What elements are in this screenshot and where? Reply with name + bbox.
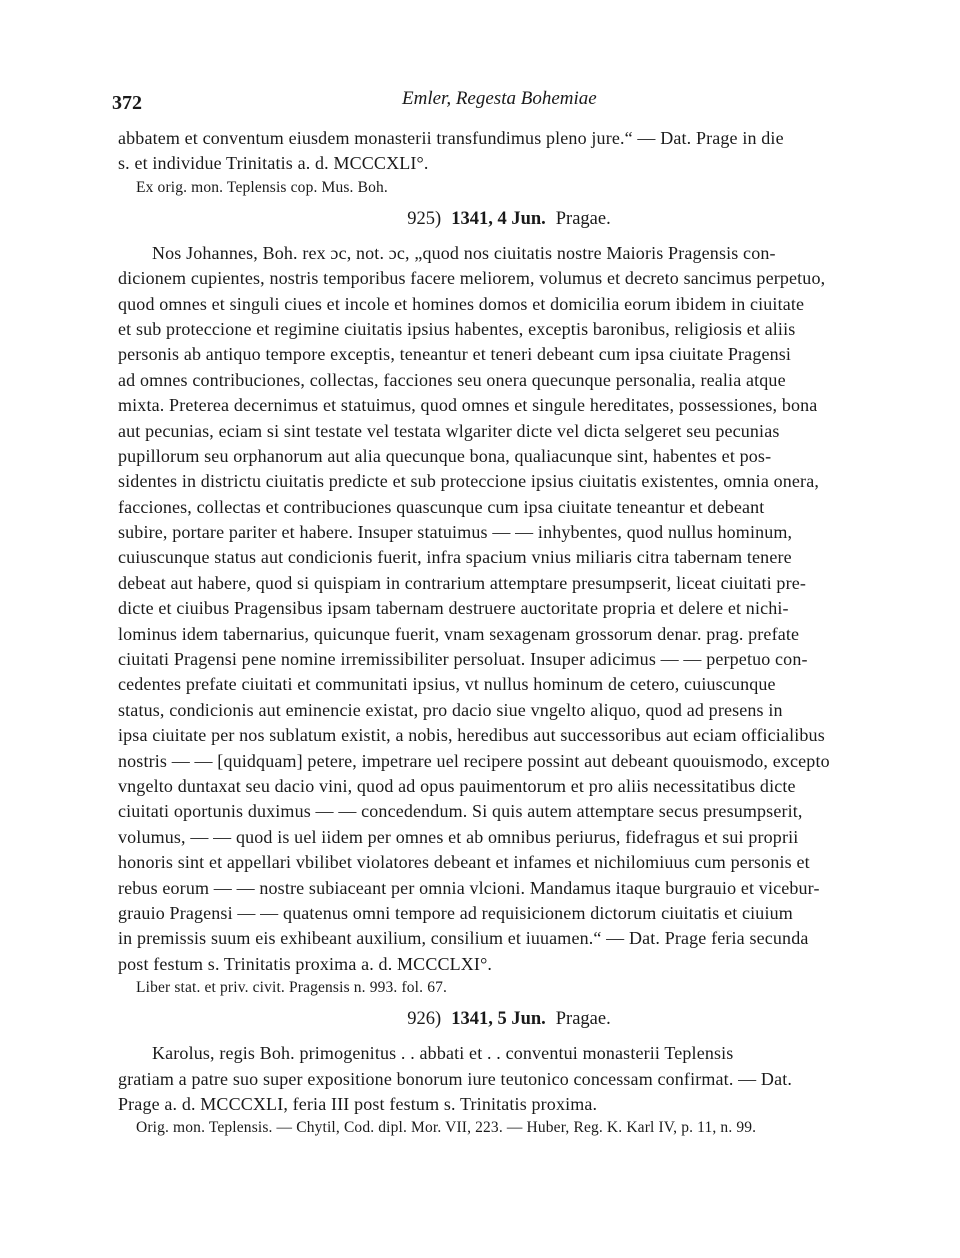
text-line: subire, portare pariter et habere. Insuper statuimus — — inhybentes, quod nullus hominum, <box>118 522 793 543</box>
text-line: honoris sint et appellari vbilibet violatores debeant et infames et nichilomiuus cum personis et <box>118 852 810 873</box>
page-body <box>118 128 900 1143</box>
text-line: sidentes in districtu ciuitatis predicte et sub proteccione ipsius ciuitatis existentes, omnia onera, <box>118 471 819 492</box>
text-line: volumus, — — quod is uel iidem per omnes et ab omnibus periurus, fidefragus et sui proprii <box>118 826 799 847</box>
text-line: Karolus, regis Boh. primogenitus . . abbati et . . conventui monasterii Teplensis <box>152 1043 734 1064</box>
text-line: aut pecunias, eciam si sint testate vel testata wlgariter dicte vel dicta selgeret seu pecunias <box>118 420 780 441</box>
entry-number: 925) <box>407 208 442 229</box>
text-line: post festum s. Trinitatis proxima a. d. MCCCLXI°. <box>118 953 493 974</box>
text-line: dicte et ciuibus Pragensibus ipsam tabernam destruere auctoritate propria et delere et nichi- <box>118 598 789 619</box>
text-line: in premissis suum eis exhibeant auxilium, consilium et iuuamen.“ — Dat. Prage feria secunda <box>118 928 809 949</box>
text-line: facciones, collectas et contribuciones quascunque cum ipsa ciuitate teneantur et debeant <box>118 496 765 517</box>
text-line: debeat aut habere, quod si quispiam in contrarium attemptare presumpserit, liceat ciuitati pre- <box>118 572 807 593</box>
source-note: Ex orig. mon. Teplensis cop. Mus. Boh. <box>136 178 388 196</box>
text-line: mixta. Preterea decernimus et statuimus, quod omnes et singule hereditates, possessiones, bona <box>118 395 818 416</box>
entry-text-926 <box>118 1043 900 1143</box>
text-line: cuiuscunque status aut condicionis fuerit, infra spacium vnius miliaris citra tabernam tenere <box>118 547 792 568</box>
running-title: Emler, Regesta Bohemiae <box>402 88 597 109</box>
text-line: ipsa ciuitate per nos sublatum existit, a nobis, heredibus aut successoribus aut eciam officialibus <box>118 725 825 746</box>
entry-text-925 <box>118 243 900 1003</box>
text-line: status, condicionis aut eminencie existat, pro dacio siue vngelto aliquo, quod ad presens in <box>118 699 783 720</box>
text-line: Nos Johannes, Boh. rex ɔc, not. ɔc, „quod nos ciuitatis nostre Maioris Pragensis con- <box>152 242 776 263</box>
entry-date: 1341, 5 Jun. <box>451 1009 546 1030</box>
text-line: Prage a. d. MCCCXLI, feria III post festum s. Trinitatis proxima. <box>118 1093 598 1114</box>
text-line: dicionem cupientes, nostris temporibus facere meliorem, volumus et decreto sancimus perpetuo, <box>118 268 826 289</box>
text-line: et sub proteccione et regimine ciuitatis ipsius habentes, exceptis baronibus, religiosis et aliis <box>118 318 796 339</box>
entry-heading-926 <box>118 1003 900 1043</box>
text-line: quod omnes et singuli ciues et incole et homines domos et domicilia eorum ibidem in ciuitate <box>118 293 805 314</box>
source-note: Liber stat. et priv. civit. Pragensis n. 993. fol. 67. <box>136 979 448 997</box>
page-number: 372 <box>112 92 142 114</box>
text-line: cedentes prefate ciuitati et communitati ipsius, vt nullus hominum de cetero, cuiuscunque <box>118 674 776 695</box>
text-line: ciuitati oportunis duximus — — concedendum. Si quis autem attemptare secus presumpserit, <box>118 801 803 822</box>
text-line: rebus eorum — — nostre subiaceant per omnia vlcioni. Mandamus itaque burgrauio et vicebur- <box>118 877 820 898</box>
text-line: gratiam a patre suo super expositione bonorum iure teutonico concessam confirmat. — Dat. <box>118 1068 793 1089</box>
entry-place: Pragae. <box>555 1009 611 1030</box>
entry-date: 1341, 4 Jun. <box>451 208 546 229</box>
text-line: personis ab antiquo tempore exceptis, teneantur et teneri debeant cum ipsa ciuitate Pragensi <box>118 344 792 365</box>
text-line: grauio Pragensi — — quatenus omni tempore ad requisicionem dictorum ciuitatis et ciuium <box>118 902 793 923</box>
entry-heading-925 <box>118 203 900 243</box>
text-line: nostris — — [quidquam] petere, impetrare uel recipere possint aut debeant quouismodo, excepto <box>118 750 830 771</box>
text-line: lominus idem tabernarius, quicunque fuerit, vnam sexagenam grossorum denar. prag. prefate <box>118 623 800 644</box>
text-line: abbatem et conventum eiusdem monasterii transfundimus pleno jure.“ — Dat. Prage in die <box>118 128 784 148</box>
page-header <box>0 88 960 118</box>
text-line: s. et individue Trinitatis a. d. MCCCXLI°. <box>118 153 429 174</box>
text-line: ad omnes contribuciones, collectas, facciones seu onera quecunque personalia, realia atque <box>118 369 786 390</box>
source-note: Orig. mon. Teplensis. — Chytil, Cod. dipl. Mor. VII, 223. — Huber, Reg. K. Karl IV, p. 11, n. 99. <box>136 1119 757 1137</box>
text-line: pupillorum seu orphanorum aut alia quecunque bona, qualiacunque sint, habentes et pos- <box>118 445 772 466</box>
entry-place: Pragae. <box>555 208 611 229</box>
entry-number: 926) <box>407 1009 442 1030</box>
text-line: vngelto duntaxat seu dacio vini, quod ad opus pauimentorum et pro aliis necessitatibus dicte <box>118 775 796 796</box>
text-line: ciuitati Pragensi pene nomine irremissibiliter persoluat. Insuper adicimus — — perpetuo con- <box>118 649 808 670</box>
